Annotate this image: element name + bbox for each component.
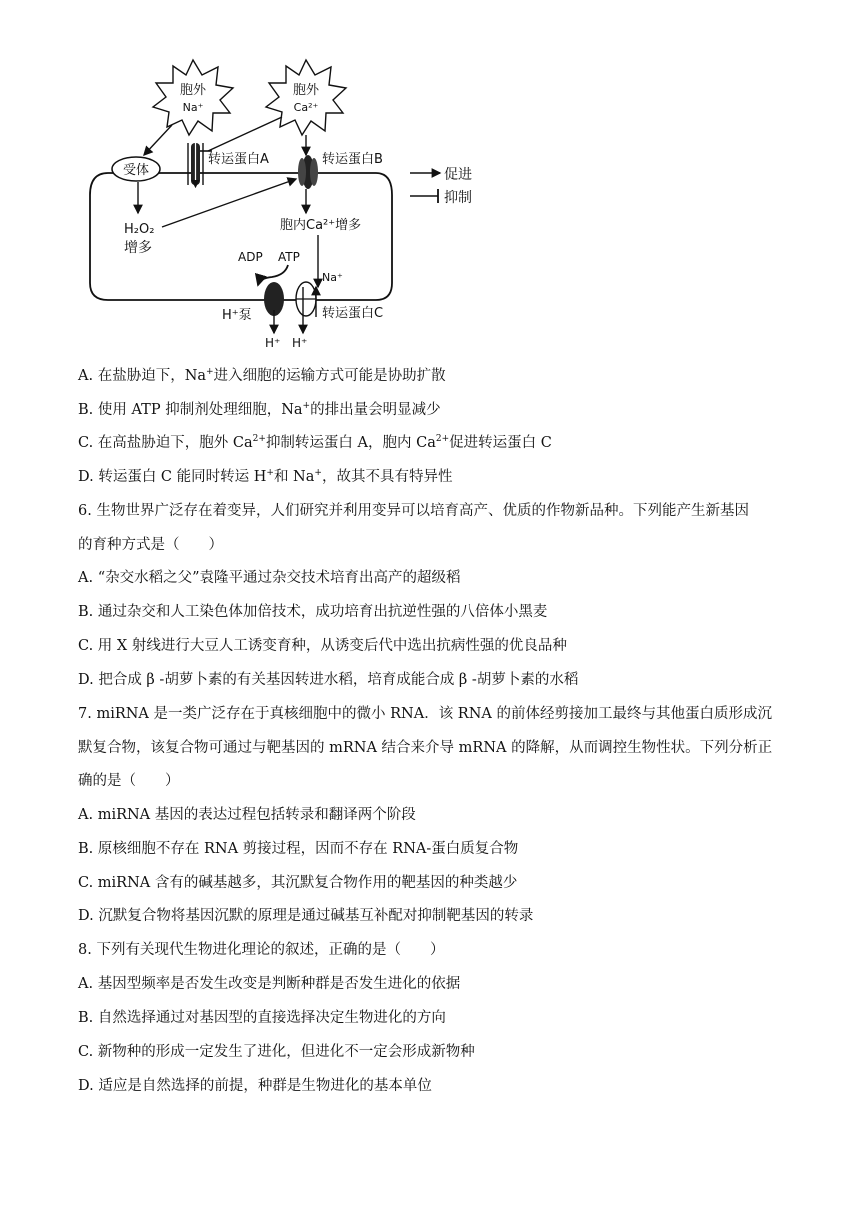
outside-ca-ion: Ca²⁺	[293, 101, 319, 114]
q7-stem-line2: 默复合物，该复合物可通过与靶基因的 mRNA 结合来介导 mRNA 的降解，从而调控生物性状。下列分析正	[78, 740, 773, 756]
q6-option-b: B. 通过杂交和人工染色体加倍技术，成功培育出抗逆性强的八倍体小黑麦	[78, 604, 548, 620]
h-ion-label-2: H⁺	[292, 336, 308, 350]
q8-option-d: D. 适应是自然选择的前提，种群是生物进化的基本单位	[78, 1078, 432, 1094]
receptor-label: 受体	[122, 163, 150, 178]
outside-na-ion: Na⁺	[182, 101, 204, 114]
q7-option-c: C. miRNA 含有的碱基越多，其沉默复合物作用的靶基因的种类越少	[78, 875, 518, 891]
q6-stem-line2: 的育种方式是（ ）	[78, 537, 223, 553]
inner-ca-label: 胞内Ca²⁺增多	[280, 218, 362, 233]
q8-stem: 8. 下列有关现代生物进化理论的叙述，正确的是（ ）	[78, 942, 445, 958]
transporter-b-label: 转运蛋白B	[322, 152, 383, 167]
na-ion-label: Na⁺	[322, 271, 343, 284]
q7-stem-line1: 7. miRNA 是一类广泛存在于真核细胞中的微小 RNA．该 RNA 的前体经剪接加工最终与其他蛋白质形成沉	[78, 706, 772, 722]
q5-option-c: C. 在高盐胁迫下，胞外 $Ca^{2+}$抑制转运蛋白 A，胞内 $Ca^{2+}$促进转运蛋白 C	[78, 434, 552, 451]
h-pump-label: H⁺泵	[222, 308, 252, 323]
h2o2-label: H₂O₂	[124, 222, 155, 237]
outside-ca-label: 胞外	[292, 83, 320, 98]
h2o2-increase-label: 增多	[124, 240, 152, 256]
q6-option-c: C. 用 X 射线进行大豆人工诱变育种，从诱变后代中选出抗病性强的优良品种	[78, 638, 567, 654]
q6-option-a: A. “杂交水稻之父”袁隆平通过杂交技术培育出高产的超级稻	[78, 570, 461, 586]
h-ion-label-1: H⁺	[265, 336, 281, 350]
q7-option-a: A. miRNA 基因的表达过程包括转录和翻译两个阶段	[78, 807, 416, 823]
q7-stem-line3: 确的是（ ）	[78, 773, 180, 789]
atp-label: ATP	[278, 250, 300, 264]
q5-option-b: B. 使用 ATP 抑制剂处理细胞，Na+的排出量会明显减少	[78, 401, 441, 418]
outside-na-label: 胞外	[179, 83, 207, 98]
q8-option-b: B. 自然选择通过对基因型的直接选择决定生物进化的方向	[78, 1010, 446, 1026]
q6-option-d: D. 把合成 β -胡萝卜素的有关基因转进水稻，培育成能合成 β -胡萝卜素的水稻	[78, 672, 579, 688]
q6-stem-line1: 6. 生物世界广泛存在着变异，人们研究并利用变异可以培育高产、优质的作物新品种。下列能产生新基因	[78, 503, 749, 519]
q8-option-a: A. 基因型频率是否发生改变是判断种群是否发生进化的依据	[78, 976, 461, 992]
legend-promote-label: 促进	[444, 167, 472, 183]
q5-option-d: D. 转运蛋白 C 能同时转运 H+和 Na+，故其不具有特异性	[78, 468, 453, 485]
legend-inhibit-label: 抑制	[444, 190, 472, 206]
q5-option-a: A. 在盐胁迫下，Na+进入细胞的运输方式可能是协助扩散	[78, 367, 446, 384]
adp-label: ADP	[238, 250, 263, 264]
q7-option-b: B. 原核细胞不存在 RNA 剪接过程，因而不存在 RNA-蛋白质复合物	[78, 841, 519, 857]
q7-option-d: D. 沉默复合物将基因沉默的原理是通过碱基互补配对抑制靶基因的转录	[78, 908, 534, 924]
q8-option-c: C. 新物种的形成一定发生了进化，但进化不一定会形成新物种	[78, 1044, 475, 1060]
ion-transport-diagram	[60, 55, 500, 360]
transporter-a-label: 转运蛋白A	[208, 152, 269, 167]
transporter-c-label: 转运蛋白C	[322, 306, 384, 321]
